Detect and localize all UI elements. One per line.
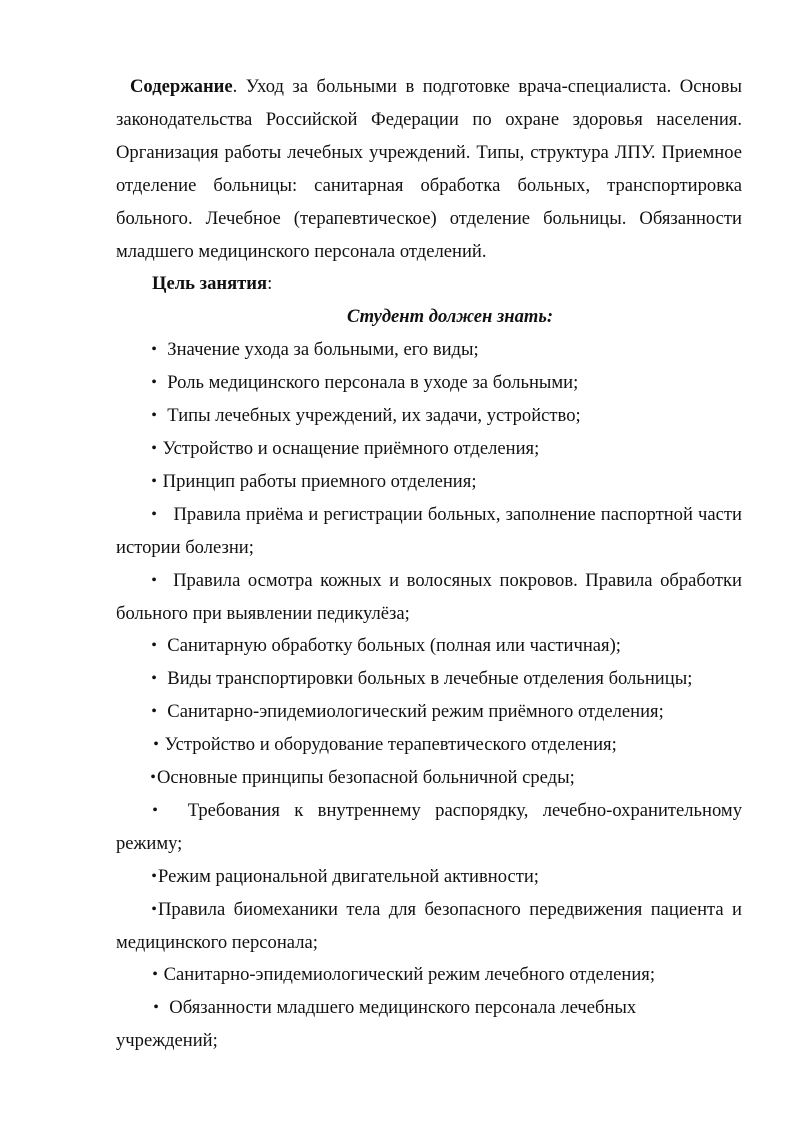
bullet-icon: • xyxy=(151,670,157,688)
list-item-text: Требования к внутреннему распорядку, лечебно-охранительному режиму; xyxy=(116,799,742,854)
goal-line xyxy=(116,268,742,301)
list-item-text: Устройство и оснащение приёмного отделения; xyxy=(162,437,540,459)
list-item-text: Устройство и оборудование терапевтического отделения; xyxy=(164,734,617,756)
content-paragraph xyxy=(116,71,742,268)
bullet-icon: • xyxy=(151,374,157,392)
bullet-icon: • xyxy=(151,472,157,490)
content-text: . Уход за больными в подготовке врача-специалиста. Основы законодательства Российской Федерации по охране здоровья населения. Организация работы лечебных учреждений. Типы, структура ЛПУ. Приемное отделение больницы: санитарная обработка больных, транспортировка больного. Лечебное (терапевтическое) отделение больницы. Обязанности младшего медицинского персонала отделений. xyxy=(116,76,742,262)
list-item-text: Основные принципы безопасной больничной среды; xyxy=(157,767,575,789)
bullet-icon: • xyxy=(151,867,157,885)
content-label: Содержание xyxy=(130,76,233,97)
list-item-text: Типы лечебных учреждений, их задачи, устройство; xyxy=(167,405,581,427)
list-item-text: Принцип работы приемного отделения; xyxy=(162,470,477,492)
list-item-text: Роль медицинского персонала в уходе за больными; xyxy=(167,372,579,394)
list-item-text: Правила осмотра кожных и волосяных покровов. Правила обработки больного при выявлении педикулёза; xyxy=(116,569,742,624)
bullet-icon: • xyxy=(153,736,159,754)
list-item xyxy=(116,499,742,565)
must-know-heading: Студент должен знать: xyxy=(346,306,554,328)
list-item-text: Санитарно-эпидемиологический режим приёмного отделения; xyxy=(167,701,664,723)
list-item xyxy=(116,400,742,433)
list-item-text: Виды транспортировки больных в лечебные отделения больницы; xyxy=(167,668,693,690)
list-item xyxy=(116,992,742,1058)
list-item-text: Обязанности младшего медицинского персонала лечебных учреждений; xyxy=(116,997,637,1052)
list-item xyxy=(116,861,742,894)
document-body xyxy=(116,71,742,1058)
bullet-icon: • xyxy=(151,407,157,425)
list-item-text: Значение ухода за больными, его виды; xyxy=(167,339,479,361)
list-item xyxy=(116,367,742,400)
goal-label: Цель занятия xyxy=(152,273,268,295)
list-item xyxy=(116,663,742,696)
bullet-icon: • xyxy=(151,505,157,523)
list-item-text: Санитарную обработку больных (полная или частичная); xyxy=(167,635,621,657)
list-item xyxy=(116,630,742,663)
list-item xyxy=(116,433,742,466)
bullet-icon: • xyxy=(151,703,157,721)
list-item xyxy=(116,959,742,992)
knowledge-list xyxy=(116,334,742,1058)
list-item xyxy=(116,894,742,960)
list-item xyxy=(116,466,742,499)
list-item-text: Правила приёма и регистрации больных, заполнение паспортной части истории болезни; xyxy=(116,503,742,558)
bullet-icon: • xyxy=(151,637,157,655)
list-item xyxy=(116,565,742,631)
list-item xyxy=(116,729,742,762)
bullet-icon: • xyxy=(150,769,156,787)
bullet-icon: • xyxy=(151,900,157,918)
goal-colon: : xyxy=(267,273,273,295)
list-item xyxy=(116,762,742,795)
bullet-icon: • xyxy=(151,341,157,359)
list-item xyxy=(116,795,742,861)
list-item xyxy=(116,334,742,367)
bullet-icon: • xyxy=(152,966,158,984)
list-item-text: Санитарно-эпидемиологический режим лечебного отделения; xyxy=(163,964,656,986)
bullet-icon: • xyxy=(151,439,157,457)
list-item-text: Правила биомеханики тела для безопасного передвижения пациента и медицинского персонала; xyxy=(116,898,742,953)
list-item-text: Режим рациональной двигательной активности; xyxy=(158,865,539,887)
list-item xyxy=(116,696,742,729)
bullet-icon: • xyxy=(152,801,158,819)
bullet-icon: • xyxy=(153,999,159,1017)
bullet-icon: • xyxy=(151,571,157,589)
